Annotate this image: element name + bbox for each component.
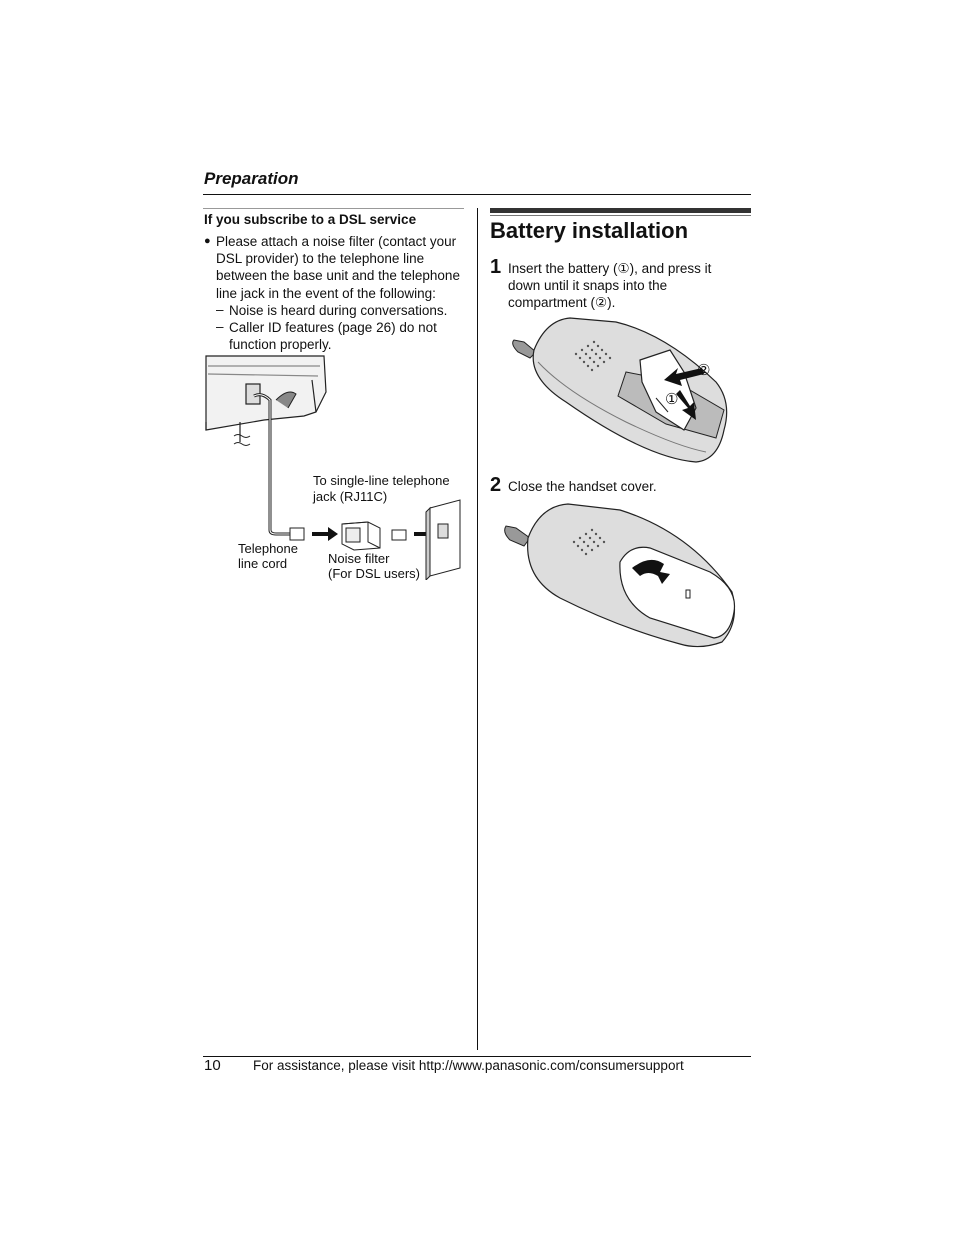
dsl-heading: If you subscribe to a DSL service xyxy=(204,212,417,227)
jack-caption: To single-line telephone xyxy=(313,473,450,488)
step-text: Close the handset cover. xyxy=(508,479,657,494)
section-bar xyxy=(490,215,751,216)
dsl-rule xyxy=(203,208,464,209)
base-unit-illustration xyxy=(206,356,326,446)
antenna-icon xyxy=(513,340,536,358)
header-rule xyxy=(203,194,751,195)
arrow-icon xyxy=(312,527,338,541)
dash-icon: – xyxy=(216,302,224,317)
filter-plug-icon xyxy=(392,530,406,540)
jack-caption: jack (RJ11C) xyxy=(313,489,388,504)
dsl-dash-item: Caller ID features (page 26) do not function properly. xyxy=(229,320,437,353)
wall-jack-illustration xyxy=(426,500,460,580)
dash-icon: – xyxy=(216,319,224,334)
footer-assistance: For assistance, please visit http://www.panasonic.com/consumersupport xyxy=(253,1058,684,1073)
step-text: Insert the battery (①), and press it down until it snaps into the compartment (②). xyxy=(508,261,712,311)
handset-close-cover-illustration xyxy=(500,502,740,650)
page-number: 10 xyxy=(204,1057,221,1074)
section-header: Preparation xyxy=(204,169,299,188)
step-number: 1 xyxy=(490,256,502,278)
bullet-icon: ● xyxy=(204,235,211,247)
filter-caption: Noise filter xyxy=(328,551,390,566)
cord-caption: line cord xyxy=(238,556,288,571)
noise-filter-illustration xyxy=(342,522,380,550)
footer-rule xyxy=(203,1056,751,1057)
battery-heading: Battery installation xyxy=(490,218,689,243)
filter-caption: (For DSL users) xyxy=(328,566,420,581)
antenna-icon xyxy=(505,526,530,546)
handset-battery-insert-illustration xyxy=(506,312,732,464)
cord-caption: Telephone xyxy=(238,541,298,556)
step-number: 2 xyxy=(490,474,502,496)
dsl-bullet-text: Please attach a noise filter (contact your DSL provider) to the telephone line between the base unit and the telephone line jack in the event of the following: xyxy=(216,234,460,301)
section-bar xyxy=(490,208,751,213)
dsl-dash-item: Noise is heard during conversations. xyxy=(229,303,448,318)
cord-plug-icon xyxy=(290,528,304,540)
callout-two: ② xyxy=(697,362,711,379)
column-divider xyxy=(477,208,478,1050)
callout-one: ① xyxy=(665,391,679,408)
